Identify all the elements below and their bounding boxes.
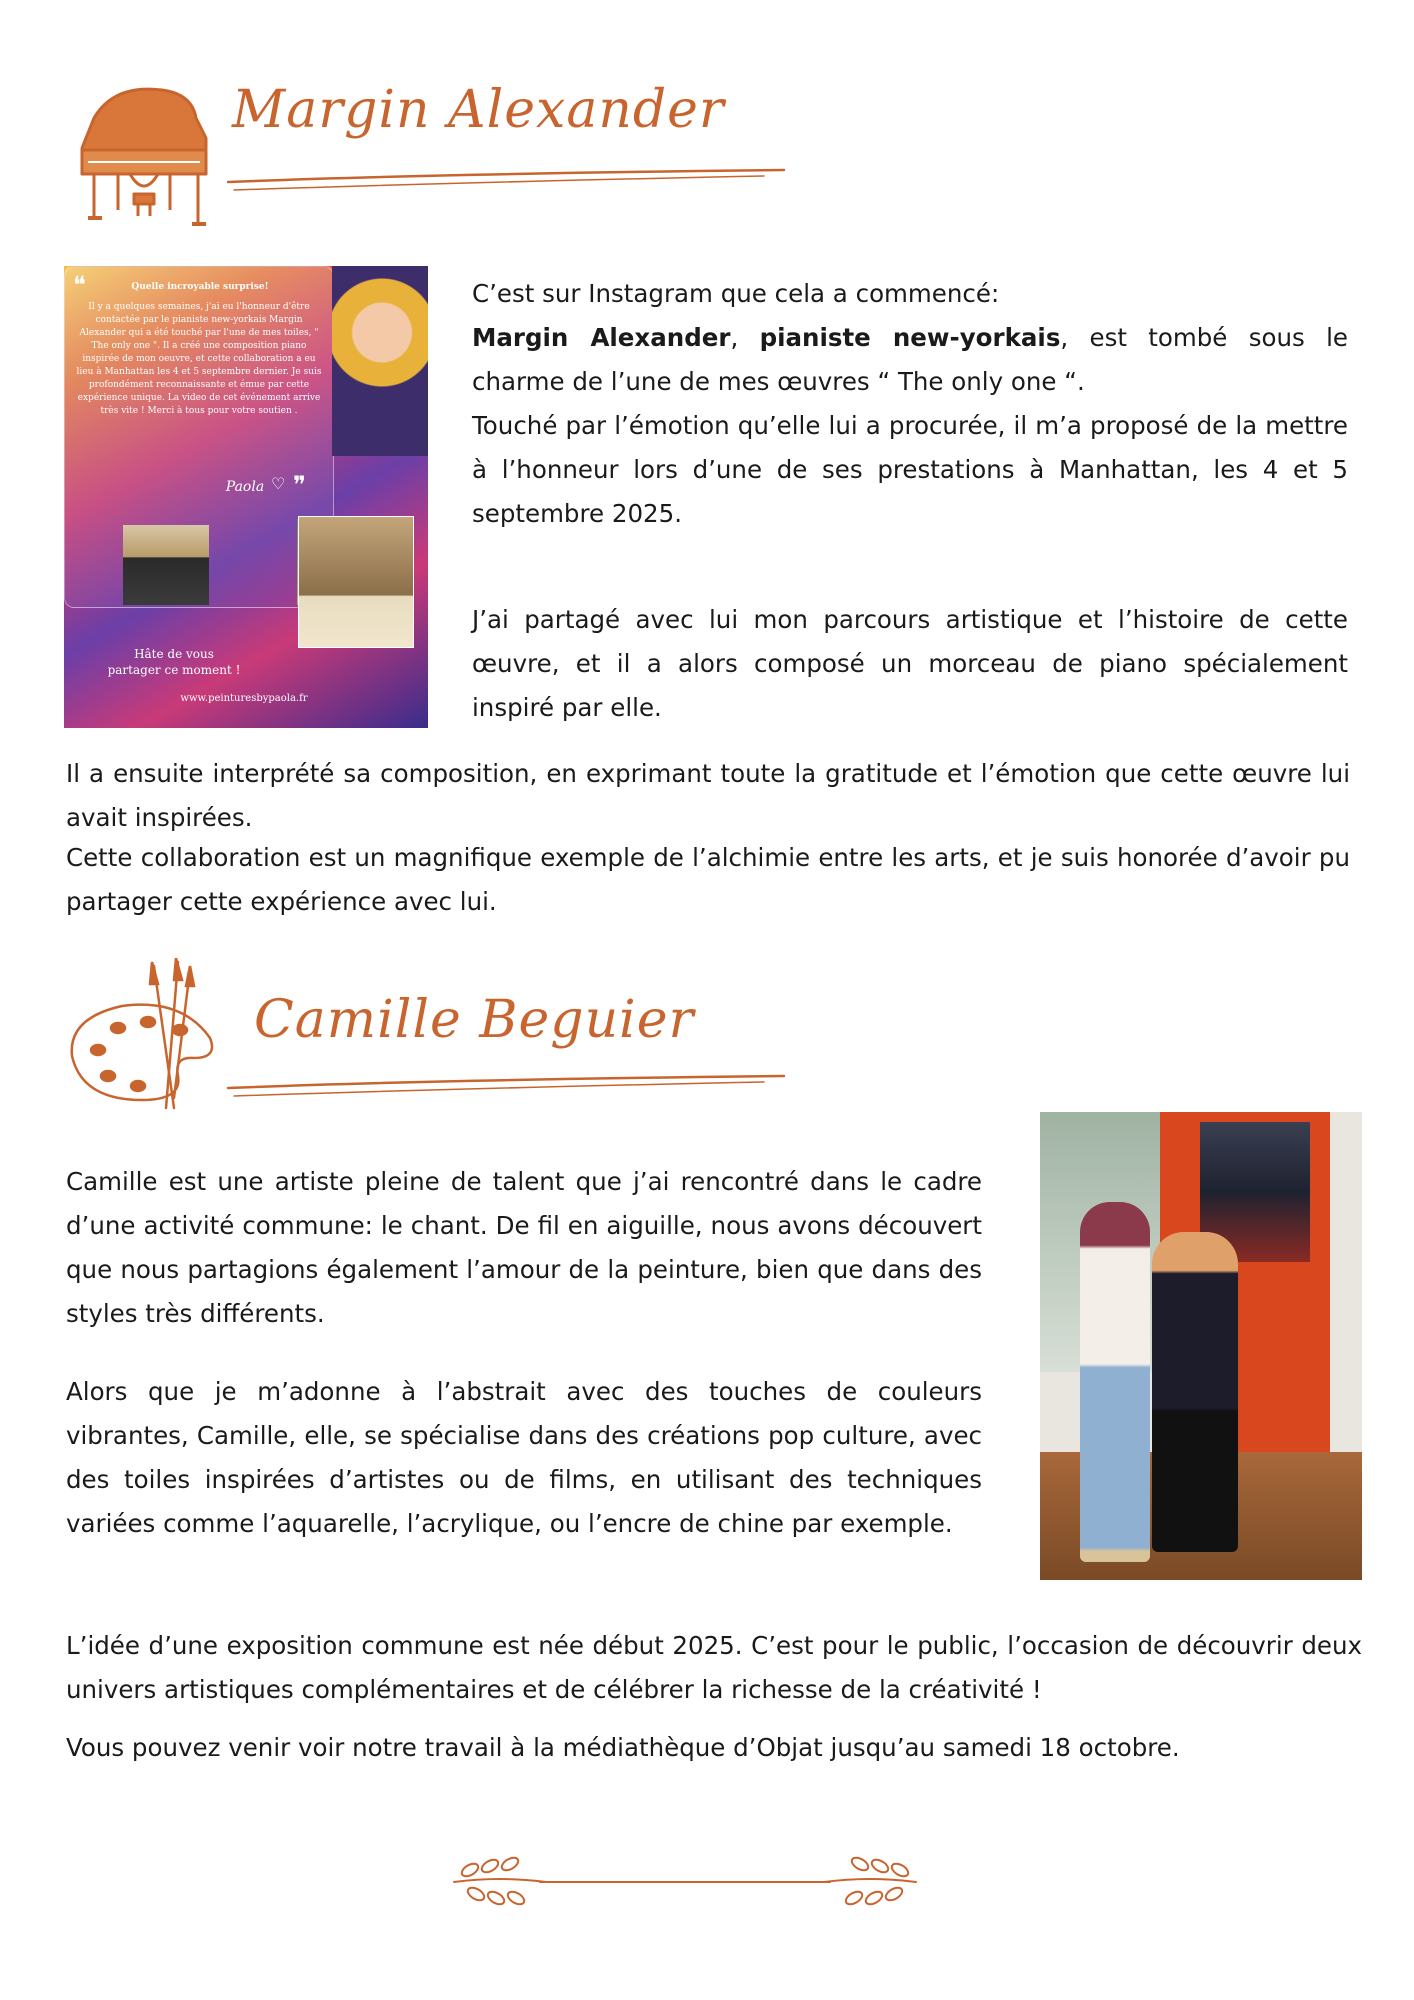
heart-icon: ♡	[271, 474, 286, 493]
title-underline-flourish	[224, 160, 794, 200]
pianist-name: Margin Alexander	[472, 323, 731, 352]
separator: ,	[730, 323, 760, 352]
proposal-paragraph: Touché par l’émotion qu’elle lui a procurée, il m’a proposé de la mettre à l’honneur lors d’une de ses prestations à Manhattan, les 4 et 5 septembre 2025.	[472, 411, 1348, 528]
poster-heading: Quelle incroyable surprise!	[131, 282, 269, 292]
intro-line: C’est sur Instagram que cela a commencé:	[472, 279, 1000, 308]
intro-paragraph	[472, 316, 1348, 404]
poster-footer-line2: partager ce moment !	[107, 663, 241, 677]
quote-icon: ❝	[73, 271, 86, 299]
poster-text-card	[64, 266, 334, 608]
quote-close-icon: ❞	[293, 471, 306, 499]
flyer-photo-right	[298, 516, 414, 648]
pianist-role: pianiste new-yorkais	[759, 323, 1061, 352]
interpretation-paragraph: Il a ensuite interprété sa composition, en exprimant toute la gratitude et l’émotion que cette œuvre lui avait inspirées.	[66, 759, 1350, 832]
exhibition-paragraph: L’idée d’une exposition commune est née début 2025. C’est pour le public, l’occasion de découvrir deux univers artistiques complémentaires et de célébrer la richesse de la créativité !	[66, 1631, 1362, 1704]
collaboration-paragraph: Cette collaboration est un magnifique exemple de l’alchimie entre les arts, et je suis honorée d’avoir pu partager cette expérience avec lui.	[66, 843, 1350, 916]
pianist-photo	[123, 525, 209, 605]
title-underline-flourish-2	[224, 1066, 794, 1106]
instagram-post-image	[64, 266, 428, 728]
laurel-divider-icon	[450, 1846, 920, 1912]
poster-body: Il y a quelques semaines, j'ai eu l'honneur d'être contactée par le pianiste new-yorkais Margin Alexander qui a été touché par l'une de mes toiles, " The only one ". Il a créé une composition piano inspirée de mon oeuvre, et cette collaboration a eu lieu à Manhattan les 4 et 5 septembre dernier. Je suis profondément reconnaissante et émue par cette expérience unique. La video de cet événement arrive très vite ! Merci à tous pour votre soutien .	[76, 302, 322, 416]
section-title-margin-alexander: Margin Alexander	[232, 80, 725, 140]
photo-person-2	[1152, 1232, 1238, 1552]
palette-brushes-icon	[62, 958, 222, 1116]
composition-paragraph: J’ai partagé avec lui mon parcours artistique et l’histoire de cette œuvre, et il a alors composé un morceau de piano spécialement inspiré par elle.	[472, 605, 1348, 722]
visit-paragraph: Vous pouvez venir voir notre travail à la médiathèque d’Objat jusqu’au samedi 18 octobre.	[66, 1733, 1180, 1762]
section-title-camille-beguier: Camille Beguier	[254, 990, 695, 1050]
poster-footer-line1: Hâte de vous	[134, 647, 214, 661]
intro-rest: , est tombé sous le charme de l’une de mes œuvres “ The only one “.	[472, 323, 1348, 396]
grand-piano-icon	[74, 78, 214, 230]
photo-person-1	[1080, 1202, 1150, 1562]
poster-signature: Paola	[225, 479, 265, 495]
poster-website: www.peinturesbypaola.fr	[180, 693, 308, 704]
styles-paragraph: Alors que je m’adonne à l’abstrait avec des touches de couleurs vibrantes, Camille, elle, se spécialise dans des créations pop culture, avec des toiles inspirées d’artistes ou de films, en utilisant des techniques variées comme l’aquarelle, l’acrylique, ou l’encre de chine par exemple.	[66, 1377, 982, 1538]
artist-portrait	[332, 266, 428, 456]
camille-intro-paragraph: Camille est une artiste pleine de talent que j’ai rencontré dans le cadre d’une activité commune: le chant. De fil en aiguille, nous avons découvert que nous partagions également l’amour de la peinture, bien que dans des styles très différents.	[66, 1167, 982, 1328]
artists-exhibition-photo	[1040, 1112, 1362, 1580]
